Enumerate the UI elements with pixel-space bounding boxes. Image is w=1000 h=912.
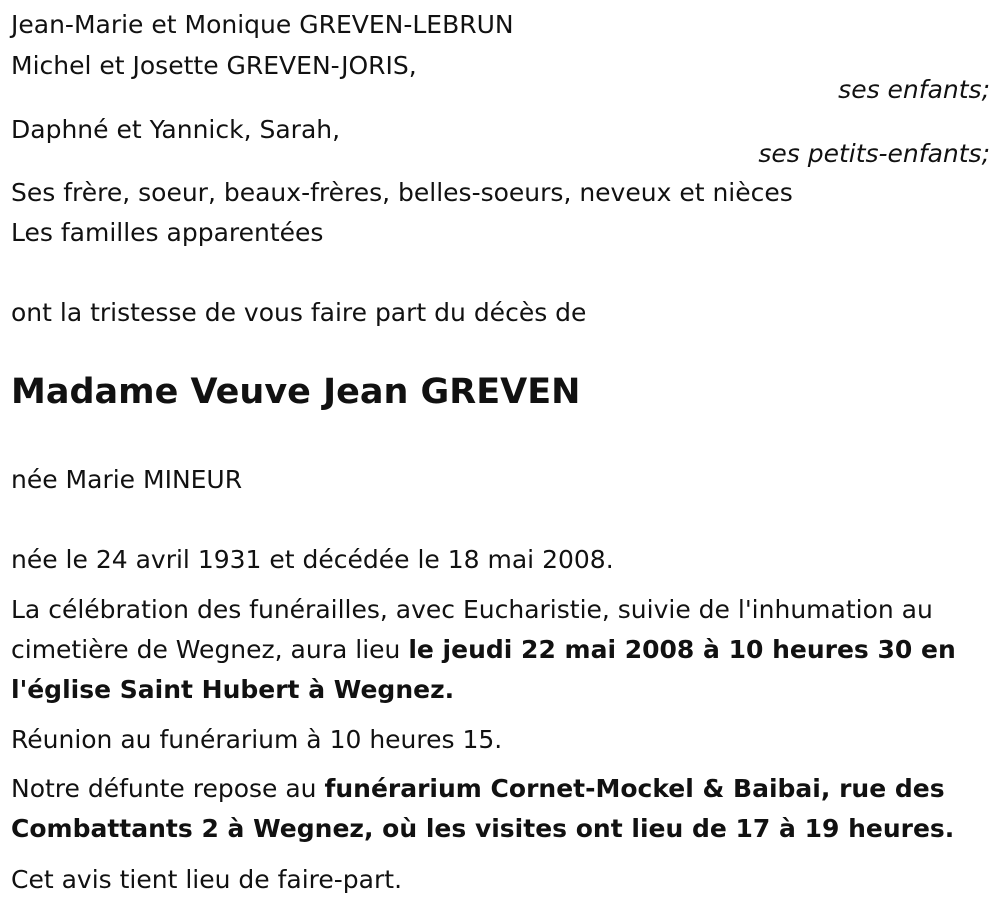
family-line-4: Ses frère, soeur, beaux-frères, belles-soeurs, neveux et nièces [11,178,793,207]
family-line-3: Daphné et Yannick, Sarah, [11,115,341,144]
funeral-date-bold: le jeudi 22 mai 2008 à 10 heures 30 en [408,635,956,664]
deceased-name: Madame Veuve Jean GREVEN [11,372,581,412]
funeral-church-bold: l'église Saint Hubert à Wegnez. [11,675,455,704]
funeral-line-1: La célébration des funérailles, avec Eucharistie, suivie de l'inhumation au [11,595,933,624]
visit-hours-bold: Combattants 2 à Wegnez, où les visites ont lieu de 17 à 19 heures. [11,814,955,843]
family-line-5: Les familles apparentées [11,218,324,247]
visit-line-1-text: Notre défunte repose au [11,774,325,803]
reunion: Réunion au funérarium à 10 heures 15. [11,725,503,754]
grandchildren-label: ses petits-enfants; [758,139,990,168]
visit-funeral-home-bold: funérarium Cornet-Mockel & Baibai, rue des [324,774,945,803]
funeral-line-2-text: cimetière de Wegnez, aura lieu [11,635,409,664]
visit-line-1 [11,776,945,801]
closing: Cet avis tient lieu de faire-part. [11,865,403,894]
family-line-2: Michel et Josette GREVEN-JORIS, [11,51,417,80]
funeral-line-3 [11,677,454,702]
children-label: ses enfants; [838,75,990,104]
visit-line-2 [11,816,954,841]
birth-death-dates: née le 24 avril 1931 et décédée le 18 mai 2008. [11,545,614,574]
funeral-line-2 [11,637,956,662]
maiden-name: née Marie MINEUR [11,465,243,494]
announcement: ont la tristesse de vous faire part du décès de [11,298,587,327]
family-line-1: Jean-Marie et Monique GREVEN-LEBRUN [11,10,514,39]
